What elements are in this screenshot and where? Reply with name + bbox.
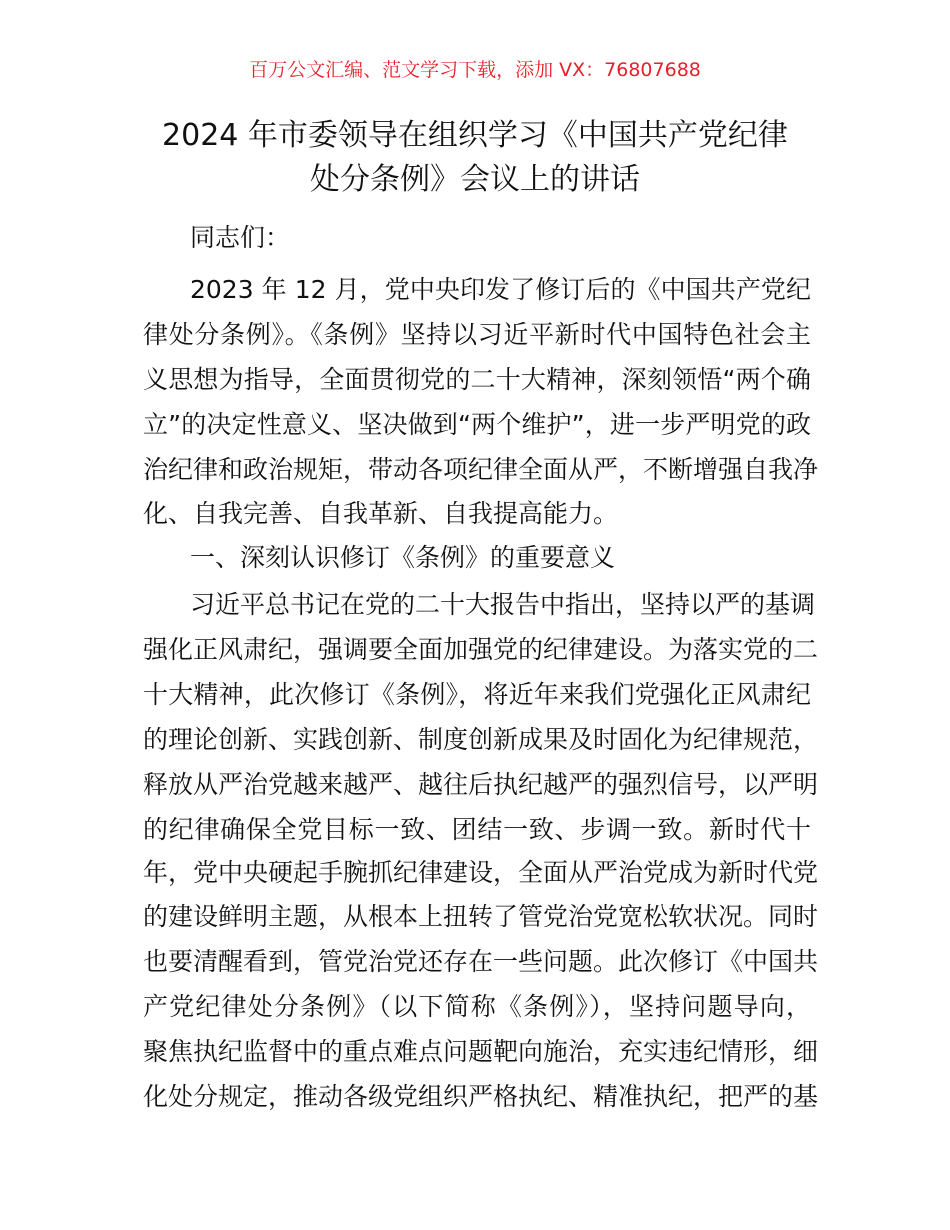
paragraph-line: 也要清醒看到，管党治党还存在一些问题。此次修订《中国共 [143, 947, 819, 976]
paragraph-line: 立”的决定性意义、坚决做到“两个维护”，进一步严明党的政 [143, 410, 811, 439]
paragraph-line: 的理论创新、实践创新、制度创新成果及时固化为纪律规范， [143, 725, 819, 754]
paragraph-line: 的纪律确保全党目标一致、团结一致、步调一致。新时代十 [143, 815, 811, 844]
document-title-line-1: 2024 年市委领导在组织学习《中国共产党纪律 [162, 118, 788, 153]
paragraph-line: 聚焦执纪监督中的重点难点问题靶向施治，充实违纪情形，细 [143, 1037, 819, 1066]
paragraph-line: 一、深刻认识修订《条例》的重要意义 [190, 543, 616, 572]
paragraph-line: 律处分条例》。《条例》坚持以习近平新时代中国特色社会主 [143, 320, 811, 349]
paragraph-line: 十大精神，此次修订《条例》，将近年来我们党强化正风肃纪 [143, 680, 811, 709]
paragraph-line: 2023 年 12 月，党中央印发了修订后的《中国共产党纪 [190, 275, 811, 304]
paragraph-line: 释放从严治党越来越严、越往后执纪越严的强烈信号，以严明 [143, 770, 819, 799]
paragraph-line: 治纪律和政治规矩，带动各项纪律全面从严，不断增强自我净 [143, 455, 819, 484]
watermark-header: 百万公文汇编、范文学习下载，添加 VX：76807688 [249, 59, 701, 81]
paragraph-line: 强化正风肃纪，强调要全面加强党的纪律建设。为落实党的二 [143, 635, 819, 664]
paragraph-line: 化处分规定，推动各级党组织严格执纪、精准执纪，把严的基 [143, 1082, 819, 1111]
paragraph-line: 习近平总书记在党的二十大报告中指出，坚持以严的基调 [190, 590, 816, 619]
paragraph-line: 年，党中央硬起手腕抓纪律建设，全面从严治党成为新时代党 [143, 858, 819, 887]
paragraph-line: 产党纪律处分条例》（以下简称《条例》），坚持问题导向， [143, 992, 811, 1021]
paragraph-line: 义思想为指导，全面贯彻党的二十大精神，深刻领悟“两个确 [143, 365, 811, 394]
salutation: 同志们： [190, 223, 291, 252]
paragraph-line: 的建设鲜明主题，从根本上扭转了管党治党宽松软状况。同时 [143, 902, 819, 931]
paragraph-line: 化、自我完善、自我革新、自我提高能力。 [143, 499, 619, 528]
document-title-line-2: 处分条例》会议上的讲话 [310, 162, 640, 197]
